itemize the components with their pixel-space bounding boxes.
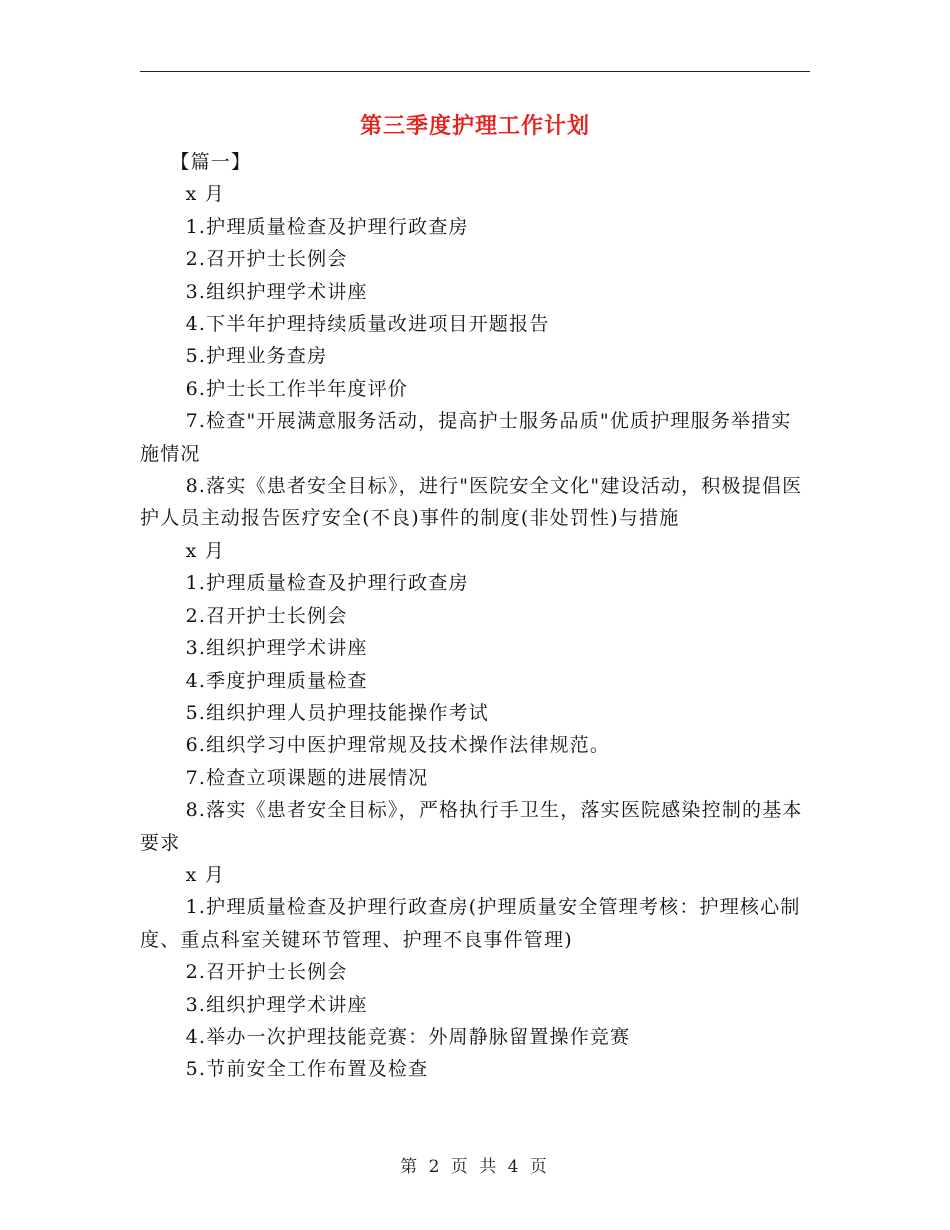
header-rule (140, 71, 810, 72)
list-item: 4.下半年护理持续质量改进项目开题报告 (185, 313, 550, 336)
list-item: 7.检查"开展满意服务活动，提高护士服务品质"优质护理服务举措实施情况 (140, 410, 792, 465)
month-heading: x 月 (185, 183, 225, 206)
list-item: 3.组织护理学术讲座 (185, 993, 368, 1016)
document-title: 第三季度护理工作计划 (359, 113, 590, 139)
list-item: 5.组织护理人员护理技能操作考试 (185, 701, 489, 724)
month-block-1 (140, 178, 810, 534)
list-item: 3.组织护理学术讲座 (185, 637, 368, 660)
month-block-2 (140, 535, 810, 859)
list-item: 6.组织学习中医护理常规及技术操作法律规范。 (185, 734, 611, 757)
list-item: 1.护理质量检查及护理行政查房(护理质量安全管理考核：护理核心制度、重点科室关键环节管理、护理不良事件管理) (140, 896, 801, 951)
list-item: 7.检查立项课题的进展情况 (185, 766, 429, 789)
month-heading: x 月 (185, 863, 225, 886)
list-item: 6.护士长工作半年度评价 (185, 377, 409, 400)
list-item: 2.召开护士长例会 (185, 248, 348, 271)
list-item: 1.护理质量检查及护理行政查房 (185, 215, 469, 238)
page-number: 第 2 页 共 4 页 (400, 1157, 550, 1177)
list-item: 1.护理质量检查及护理行政查房 (185, 572, 469, 595)
month-block-3 (140, 859, 810, 1086)
list-item: 2.召开护士长例会 (185, 961, 348, 984)
month-heading: x 月 (185, 539, 225, 562)
list-item: 4.举办一次护理技能竞赛：外周静脉留置操作竞赛 (185, 1025, 631, 1048)
list-item: 5.节前安全工作布置及检查 (185, 1058, 429, 1081)
list-item: 2.召开护士长例会 (185, 604, 348, 627)
list-item: 5.护理业务查房 (185, 345, 328, 368)
list-item: 8.落实《患者安全目标》，进行"医院安全文化"建设活动，积极提倡医护人员主动报告医疗安全(不良)事件的制度(非处罚性)与措施 (140, 475, 803, 530)
list-item: 3.组织护理学术讲座 (185, 280, 368, 303)
section-label: 【篇一】 (170, 151, 252, 173)
document-body (140, 146, 810, 1086)
list-item: 8.落实《患者安全目标》，严格执行手卫生，落实医院感染控制的基本要求 (140, 799, 803, 854)
list-item: 4.季度护理质量检查 (185, 669, 368, 692)
